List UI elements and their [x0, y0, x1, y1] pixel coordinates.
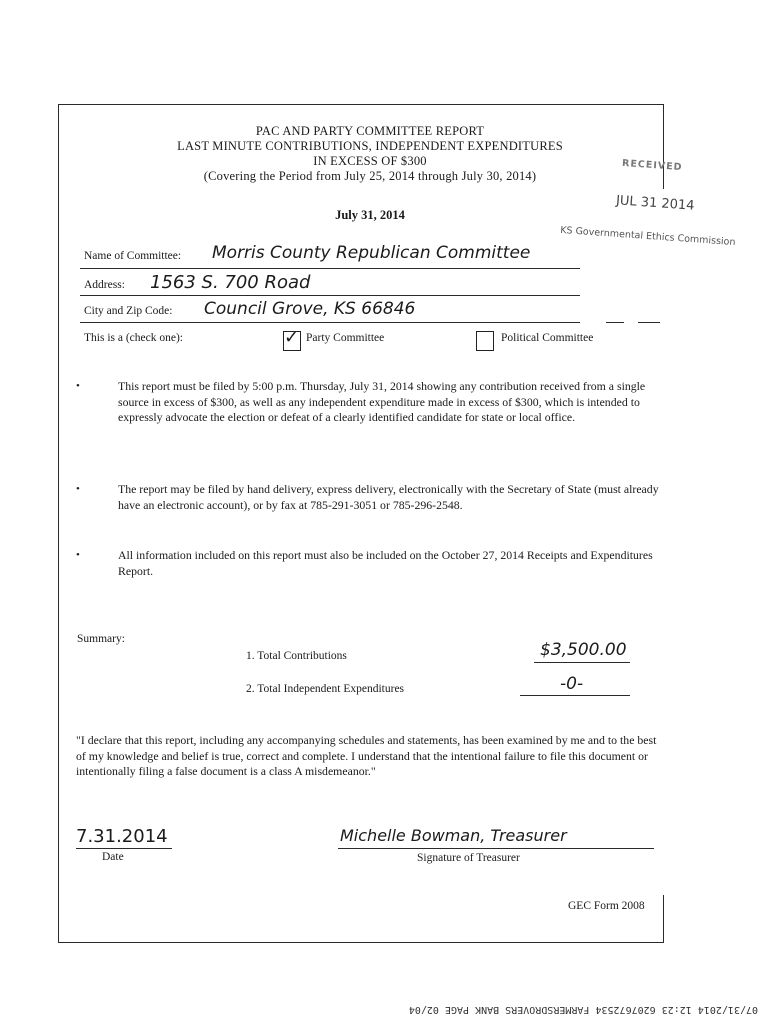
declaration-text: "I declare that this report, including any accompanying schedules and statements, has been examined by me and to the best of my knowledge and belief is true, correct and complete. I understand that the intentional failure to file this document or intentionally filing a false document is a class A misdemeanor."	[76, 733, 657, 778]
address-underline	[80, 295, 580, 296]
committee-underline	[80, 268, 580, 269]
received-stamp: RECEIVED	[621, 157, 683, 174]
political-committee-checkbox[interactable]	[476, 331, 494, 351]
committee-label: Name of Committee:	[84, 250, 182, 262]
party-checkmark-icon: ✓	[284, 327, 300, 348]
instruction-1: This report must be filed by 5:00 p.m. Thursday, July 31, 2014 showing any contribution received from a single source in excess of $300, as well as any independent expenditure made in excess of $300, which is intended to expressly advocate the election or defeat of a clearly identified candidate for state or local office.	[118, 379, 646, 424]
title-line-4: (Covering the Period from July 25, 2014 through July 30, 2014)	[203, 169, 537, 183]
treasurer-signature: Michelle Bowman, Treasurer	[340, 826, 567, 845]
city-value: Council Grove, KS 66846	[204, 299, 416, 319]
total-contributions-label: 1. Total Contributions	[246, 650, 347, 662]
title-line-2: LAST MINUTE CONTRIBUTIONS, INDEPENDENT EXPENDITURES	[177, 139, 563, 153]
address-label: Address:	[84, 279, 125, 291]
committee-value: Morris County Republican Committee	[212, 243, 531, 263]
address-value: 1563 S. 700 Road	[150, 272, 311, 293]
title-line-3: IN EXCESS OF $300	[313, 154, 427, 168]
city-label: City and Zip Code:	[84, 305, 173, 317]
title-line-1: PAC AND PARTY COMMITTEE REPORT	[255, 124, 485, 138]
total-expenditures-value: -0-	[560, 674, 584, 694]
bullet-3: •	[76, 549, 80, 561]
form-title	[110, 124, 630, 184]
date-label: Date	[102, 851, 124, 863]
received-stamp-date: JUL 31 2014	[615, 193, 695, 214]
expenditures-underline	[520, 695, 630, 696]
form-border-left	[58, 104, 59, 943]
signature-underline	[338, 848, 654, 849]
bullet-2: •	[76, 483, 80, 495]
city-underline	[80, 322, 580, 323]
form-border-right-top	[663, 104, 664, 189]
form-border-right-bottom	[663, 895, 664, 943]
party-committee-label: Party Committee	[306, 332, 385, 344]
summary-label: Summary:	[77, 633, 125, 645]
date-underline	[76, 848, 172, 849]
report-date: July 31, 2014	[335, 208, 405, 222]
form-border-top	[58, 104, 664, 105]
committee-type-label: This is a (check one):	[84, 332, 183, 344]
total-expenditures-label: 2. Total Independent Expenditures	[246, 683, 405, 695]
signature-date-value: 7.31.2014	[76, 826, 168, 847]
total-contributions-value: $3,500.00	[540, 640, 627, 660]
political-committee-label: Political Committee	[501, 332, 594, 344]
fax-header-footer: 07/31/2014 12:23 6207672534 FARMERSDROVERS BANK PAGE 02/04	[408, 1004, 758, 1015]
received-stamp-agency: KS Governmental Ethics Commission	[559, 224, 736, 249]
city-underline-ext-2	[638, 322, 660, 323]
form-id: GEC Form 2008	[568, 900, 645, 912]
form-border-bottom	[58, 942, 664, 943]
contributions-underline	[534, 662, 630, 663]
city-underline-ext-1	[606, 322, 624, 323]
instruction-2: The report may be filed by hand delivery, express delivery, electronically with the Secretary of State (must already have an electronic account), or by fax at 785-291-3051 or 785-296-2548.	[118, 482, 659, 512]
signature-label: Signature of Treasurer	[417, 852, 520, 864]
instruction-3: All information included on this report must also be included on the October 27, 2014 Receipts and Expenditures Report.	[118, 548, 653, 578]
bullet-1: •	[76, 380, 80, 392]
